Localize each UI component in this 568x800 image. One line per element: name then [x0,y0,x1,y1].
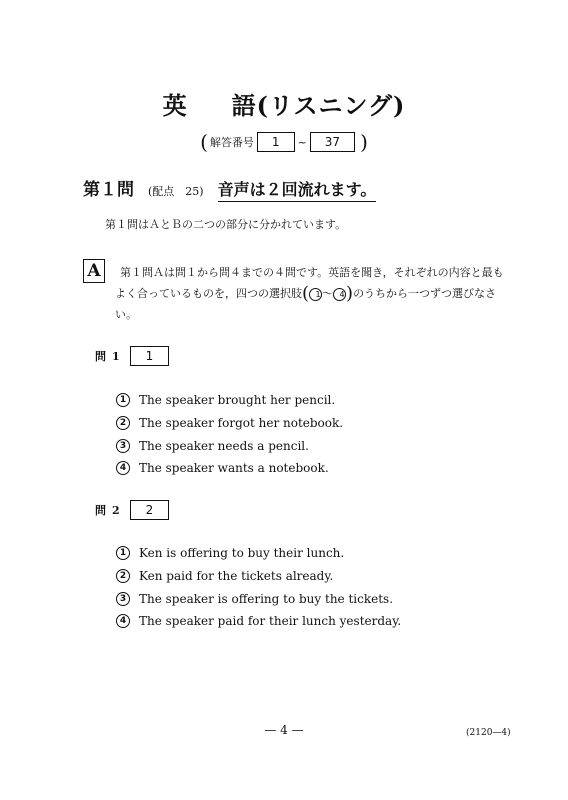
page-title [0,86,568,121]
instruction-paren-open: ( [302,283,310,304]
choice-item[interactable] [116,610,401,633]
question-label-2 [95,500,172,520]
choice-text: The speaker paid for their lunch yesterday. [139,614,402,629]
section-a-instruction [115,262,505,325]
choice-item[interactable] [116,565,401,588]
choice-text: The speaker brought her pencil. [139,393,336,408]
circled-number-icon: 4 [116,614,130,628]
choice-text: The speaker is offering to buy the tickets. [139,591,394,606]
question-1-choices [116,389,343,480]
question-number: 1 [112,349,120,363]
choice-text: Ken is offering to buy their lunch. [139,546,345,561]
choice-item[interactable] [116,412,343,435]
choice-item[interactable] [116,434,343,457]
circled-number-icon: 1 [116,393,130,407]
question-number: 2 [112,503,120,517]
section-a-box: A [83,259,105,283]
question-1-voice-note: 音声は２回流れます。 [218,177,377,202]
answer-range-open-paren: ( [200,130,208,154]
choice-text: The speaker forgot her notebook. [139,416,344,431]
choice-text: The speaker wants a notebook. [139,461,329,476]
circled-number-icon: 3 [116,439,130,453]
answer-number-box: 1 [130,346,170,366]
circled-number-icon: 2 [116,416,130,430]
choice-item[interactable] [116,542,401,565]
question-1-header [83,175,376,202]
circled-number-icon: 4 [116,461,130,475]
question-1-intro: 第１問はＡとＢの二つの部分に分かれています。 [105,218,347,231]
circled-number-icon: 3 [116,592,130,606]
answer-range-start-box: 1 [257,132,295,152]
circled-number-icon: 2 [116,569,130,583]
circled-number-icon: 1 [309,288,322,301]
choice-item[interactable] [116,587,401,610]
answer-range-close-paren: ) [360,130,368,154]
answer-number-box: 2 [130,500,170,520]
title-part-2: 語(リスニング) [231,91,406,120]
circled-number-icon: 4 [333,288,346,301]
instruction-paren-close: ) [346,283,354,304]
choice-text: Ken paid for the tickets already. [139,569,334,584]
instruction-text-2: のうちから一つずつ選びなさい。 [115,287,497,321]
circled-number-icon: 1 [116,546,130,560]
title-part-1: 英 [162,91,188,120]
question-1-points: (配点 25) [148,185,204,198]
question-label-1 [95,346,172,366]
question-label-text: 問 [95,350,106,363]
page-number: — 4 — [264,723,304,737]
instruction-tilde: ～ [322,287,334,300]
question-label-text: 問 [95,504,106,517]
answer-range-label: 解答番号 [209,136,254,149]
choice-item[interactable] [116,389,343,412]
answer-range [0,132,568,152]
question-1-title: 第１問 [83,180,134,200]
answer-range-tilde: ~ [297,135,307,149]
choice-item[interactable] [116,457,343,480]
instruction-text-1: 第１問Ａは問１から問４までの４問です。英語を聞き，それぞれの内容と最もよく合っているものを，四つの選択肢 [115,266,504,300]
choice-text: The speaker needs a pencil. [139,438,309,453]
answer-range-end-box: 37 [310,132,355,152]
question-2-choices [116,542,401,633]
document-code: (2120—4) [466,728,511,738]
